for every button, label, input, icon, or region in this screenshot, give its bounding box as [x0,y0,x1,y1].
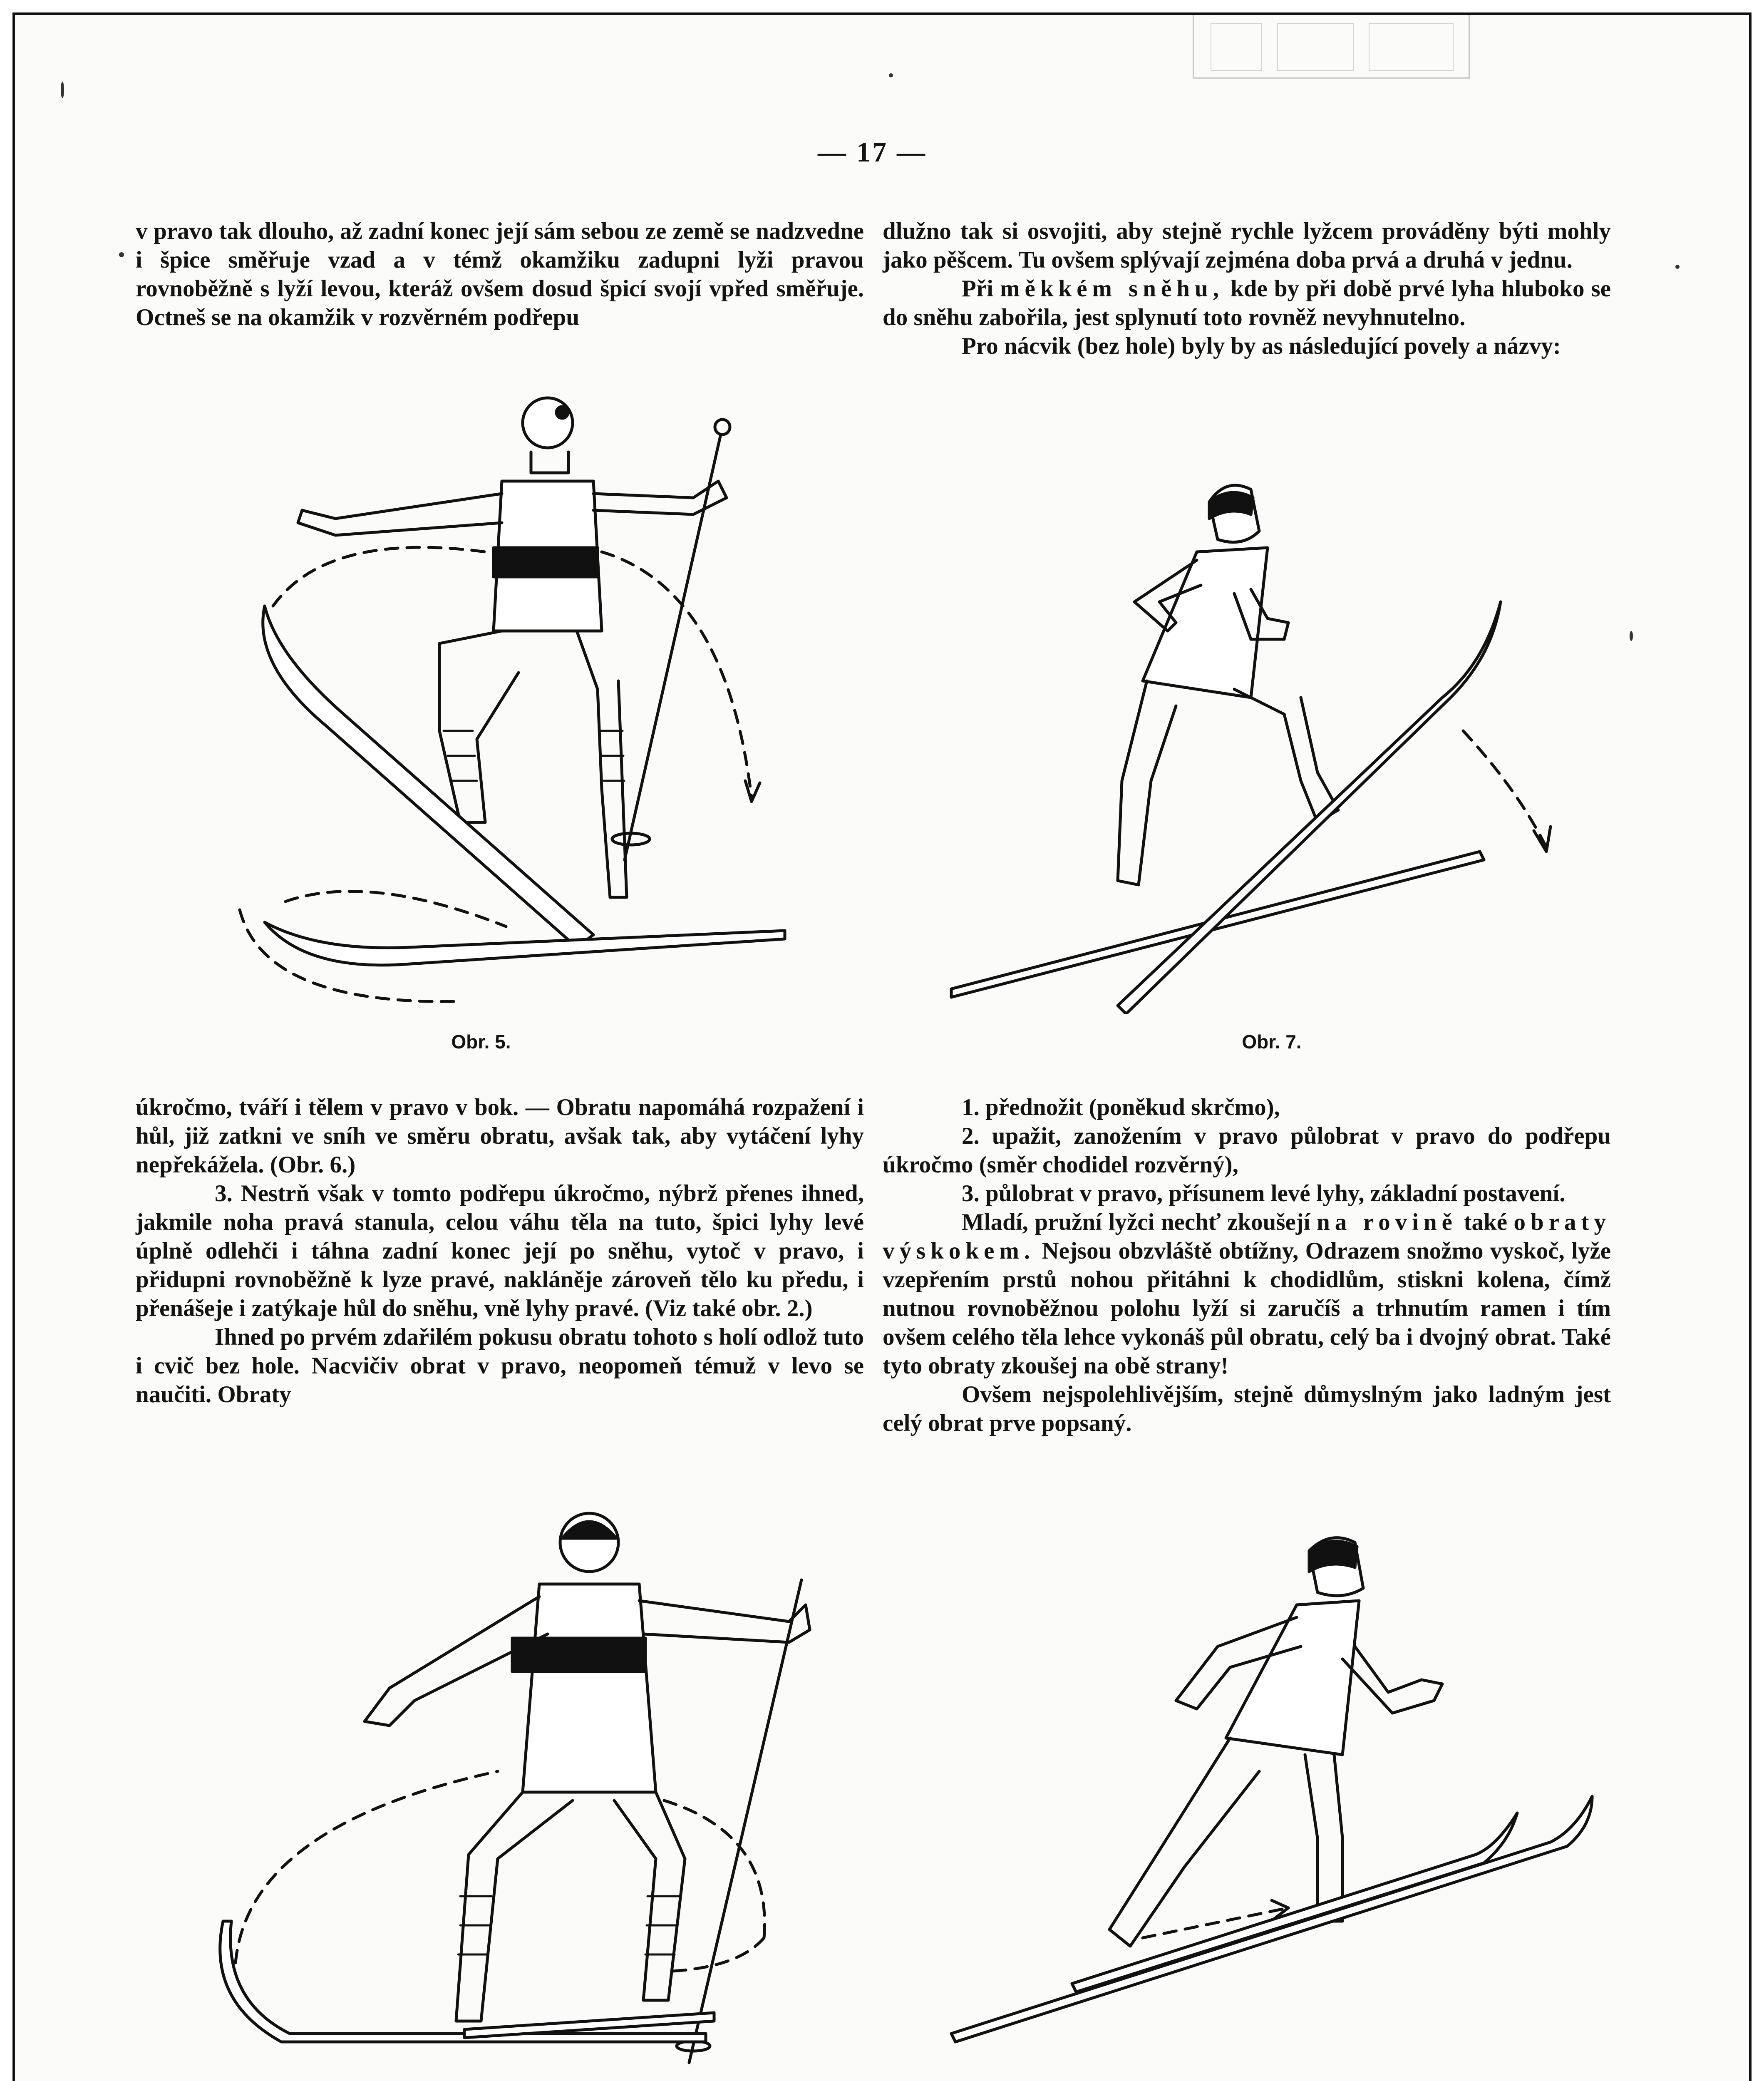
list-item: 1. přednožit (poněkud skrčmo), [962,1094,1280,1120]
paragraph: v pravo tak dlouho, až zadní konec její sám sebou ze země se nadzvedne i špice směřuje vzad a v témž okamžiku zadupni lyži pravou rovnoběžně s lyží levou, kteráž ovšem dosud špicí svojí vpřed směřuje. Octneš se na okamžik v rozvěrném podřepu [136,218,864,330]
text-run: kde by při době prvé lyha hluboko se do sněhu zabořila, jest splynutí toto rovněž nevyhnutelno. [883,276,1611,330]
figure-7-caption: Obr. 7. [1242,1031,1302,1053]
spaced-emphasis: na rovině [1317,1209,1457,1235]
scanned-page [12,12,1752,2081]
spaced-emphasis: měkkém sněhu, [1000,276,1224,302]
paragraph: 3. Nestrň však v tomto podřepu úkročmo, nýbrž přenes ihned, jakmile noha pravá stanula, celou váhu těla na tuto, špici lyhy levé úplně odlehči i táhna zadní konec její po sněhu, vytoč v pravo, i přidupni rovnoběžně k lyze pravé, nakláněje zároveň tělo ku předu, i přenášeje i zatýkaje hůl do sněhu, vně lyhy pravé. (Viz také obr. 2.) [136,1180,864,1321]
figure-7-illustration [943,464,1592,1014]
text-run: Nejsou obzvláště obtížny, Odrazem snožmo vyskoč, lyže vzepřením prstů nohou přitáhni k chodidlům, stiskni kolena, čímž nutnou rovnoběžnou polohu lyží si zaručíš a trhnutím ramen i tím ovšem celého těla lehce vykonáš půl obratu, celý ba i dvojný obrat. Také tyto obraty zkoušej na obě strany! [883,1238,1611,1379]
text-run: také [1464,1209,1507,1235]
figure-6-illustration [173,1501,822,2081]
scan-speck [61,82,64,98]
spaced-emphasis: obraty výskokem. [883,1209,1611,1264]
scan-speck [1630,631,1633,641]
paragraph: Ihned po prvém zdařilém pokusu obratu tohoto s holí odlož tuto i cvič bez hole. Nacvičiv obrat v pravo, neopomeň témuž v levo se naučiti. Obraty [136,1324,864,1408]
text-run: Mladí, pružní lyžci nechť zkoušejí [962,1209,1310,1235]
scan-speck [1675,265,1680,269]
figure-5-illustration [202,373,826,1022]
list-item: 3. půlobrat v pravo, přísunem levé lyhy, základní postavení. [962,1180,1566,1207]
paragraph: dlužno tak si osvojiti, aby stejně rychle lyžcem prováděny býti mohly jako pěšcem. Tu ovšem splývají zejména doba prvá a druhá v jednu. [883,218,1611,273]
scan-speck [119,252,124,257]
page-number: — 17 — [818,136,927,168]
paragraph: Ovšem nejspolehlivějším, stejně důmyslným jako ladným jest celý obrat prve popsaný. [883,1381,1611,1436]
paragraph: úkročmo, tváří i tělem v pravo v bok. — Obratu napomáhá rozpažení i hůl, již zatkni ve sníh ve směru obratu, avšak tak, aby vytáčení lyhy nepřekážela. (Obr. 6.) [136,1094,864,1178]
figure-5-caption: Obr. 5. [451,1031,511,1053]
list-item: 2. upažit, zanožením v pravo půlobrat v pravo do podřepu úkročmo (směr chodidel rozvěrný), [883,1123,1611,1178]
left-column-top-text [136,217,864,332]
archive-stamp [1193,15,1470,79]
paragraph: Pro nácvik (bez hole) byly by as následující povely a názvy: [962,333,1561,359]
right-column-middle-text [883,1093,1611,1438]
text-run: Při [962,276,993,302]
scan-speck [889,73,893,77]
paragraph [883,1208,1611,1380]
paragraph [883,274,1611,332]
right-column-top-text [883,217,1611,360]
figure-8-illustration [943,1522,1609,2071]
left-column-middle-text [136,1093,864,1409]
